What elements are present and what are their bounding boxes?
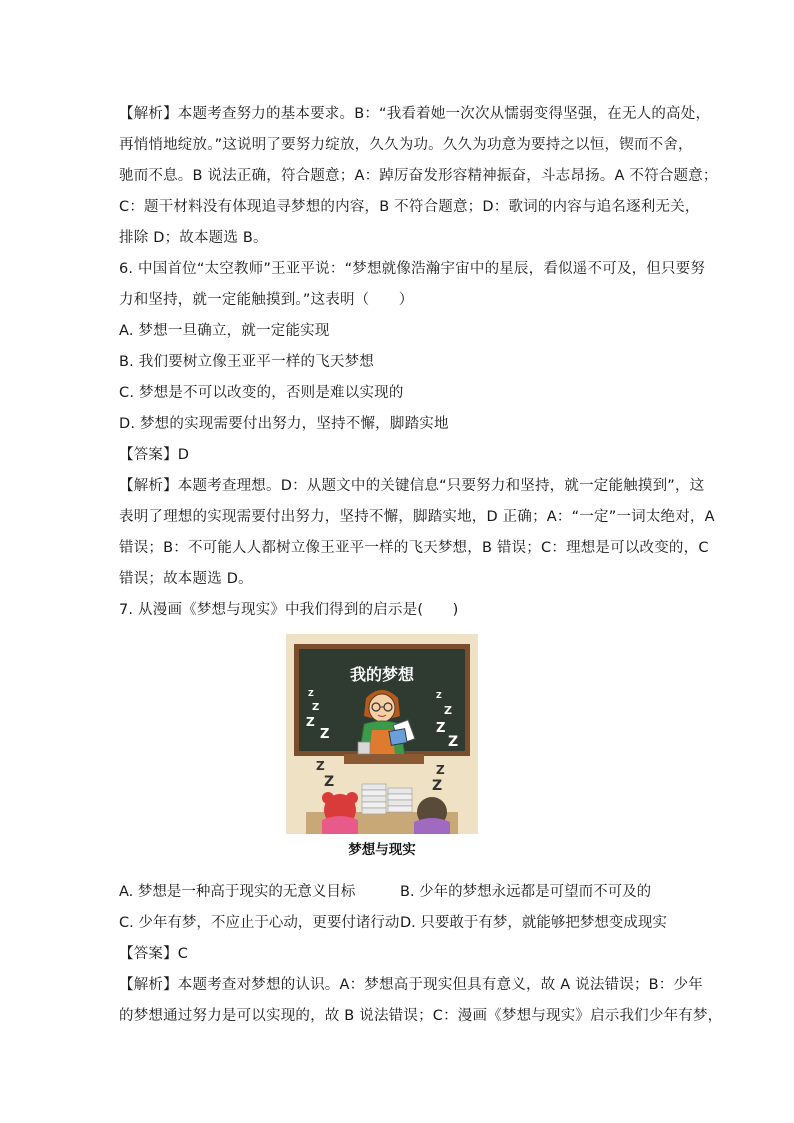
analysis-q6-line-2: 表明了理想的实现需要付出努力，坚持不懈，脚踏实地，D 正确；A：“一定”一词太绝对，A: [119, 509, 715, 525]
z-mark: Z: [432, 778, 443, 794]
cartoon-caption: 梦想与现实: [348, 842, 416, 858]
question-6-option-c: C. 梦想是不可以改变的，否则是难以实现的: [119, 385, 404, 401]
question-6-option-b: B. 我们要树立像王亚平一样的飞天梦想: [119, 354, 374, 370]
question-6-line-2: 力和坚持，就一定能触摸到。”这表明（ ）: [119, 292, 414, 308]
question-7-option-d: D. 只要敢于有梦，就能够把梦想变成现实: [400, 915, 667, 931]
z-mark: Z: [448, 734, 459, 750]
question-6-answer: 【答案】D: [119, 447, 190, 463]
analysis-q5-line-2: 再悄悄地绽放。”这说明了要努力绽放，久久为功。久久为功意为要持之以恒，锲而不舍，: [119, 137, 693, 153]
question-7-answer: 【答案】C: [119, 946, 189, 962]
z-mark: Z: [308, 689, 314, 698]
z-mark: Z: [324, 774, 335, 790]
z-mark: Z: [436, 763, 445, 777]
question-7-option-b: B. 少年的梦想永远都是可望而不可及的: [400, 884, 652, 900]
analysis-q7-line-1: 【解析】本题考查对梦想的认识。A：梦想高于现实但具有意义，故 A 说法错误；B：少年: [119, 977, 703, 993]
z-mark: Z: [436, 691, 442, 700]
analysis-q5-line-4: C：题干材料没有体现追寻梦想的内容，B 不符合题意；D：歌词的内容与追名逐利无关，: [119, 199, 700, 215]
question-6-option-a: A. 梦想一旦确立，就一定能实现: [119, 323, 330, 339]
cartoon-illustration: [286, 634, 478, 834]
analysis-q6-line-3: 错误；B：不可能人人都树立像王亚平一样的飞天梦想，B 错误；C：理想是可以改变的，C: [119, 540, 709, 556]
analysis-q6-line-4: 错误；故本题选 D。: [119, 571, 253, 587]
analysis-q7-line-2: 的梦想通过努力是可以实现的，故 B 说法错误；C：漫画《梦想与现实》启示我们少年有梦，: [119, 1008, 723, 1024]
cartoon-dream-and-reality: [286, 634, 478, 865]
z-mark: Z: [306, 715, 315, 729]
z-mark: Z: [320, 727, 330, 742]
board-title: 我的梦想: [349, 665, 415, 684]
analysis-q6-line-1: 【解析】本题考查理想。D：从题文中的关键信息“只要努力和坚持，就一定能触摸到”，这: [119, 478, 705, 494]
desk-book: [358, 742, 370, 754]
analysis-q5-line-5: 排除 D；故本题选 B。: [119, 230, 268, 246]
teacher-desk: [344, 754, 424, 764]
question-7-option-c: C. 少年有梦，不应止于心动，更要付诸行动: [119, 915, 400, 931]
question-6-option-d: D. 梦想的实现需要付出努力，坚持不懈，脚踏实地: [119, 416, 449, 432]
question-7-stem: 7. 从漫画《梦想与现实》中我们得到的启示是( ): [119, 602, 459, 618]
z-mark: Z: [444, 704, 452, 717]
z-mark: Z: [436, 721, 446, 736]
analysis-q5-line-3: 驰而不息。B 说法正确，符合题意；A：踔厉奋发形容精神振奋，斗志昂扬。A 不符合题意；: [119, 168, 718, 184]
z-mark: Z: [316, 759, 325, 773]
question-7-option-a: A. 梦想是一种高于现实的无意义目标: [119, 884, 356, 900]
question-6-line-1: 6. 中国首位“太空教师”王亚平说：“梦想就像浩瀚宇宙中的星辰，看似遥不可及，但只要努: [119, 261, 706, 277]
sleeping-student-left: [322, 792, 358, 834]
z-mark: Z: [312, 702, 320, 713]
analysis-q5-line-1: 【解析】本题考查努力的基本要求。B：“我看着她一次次从懦弱变得坚强，在无人的高处，: [119, 106, 711, 122]
